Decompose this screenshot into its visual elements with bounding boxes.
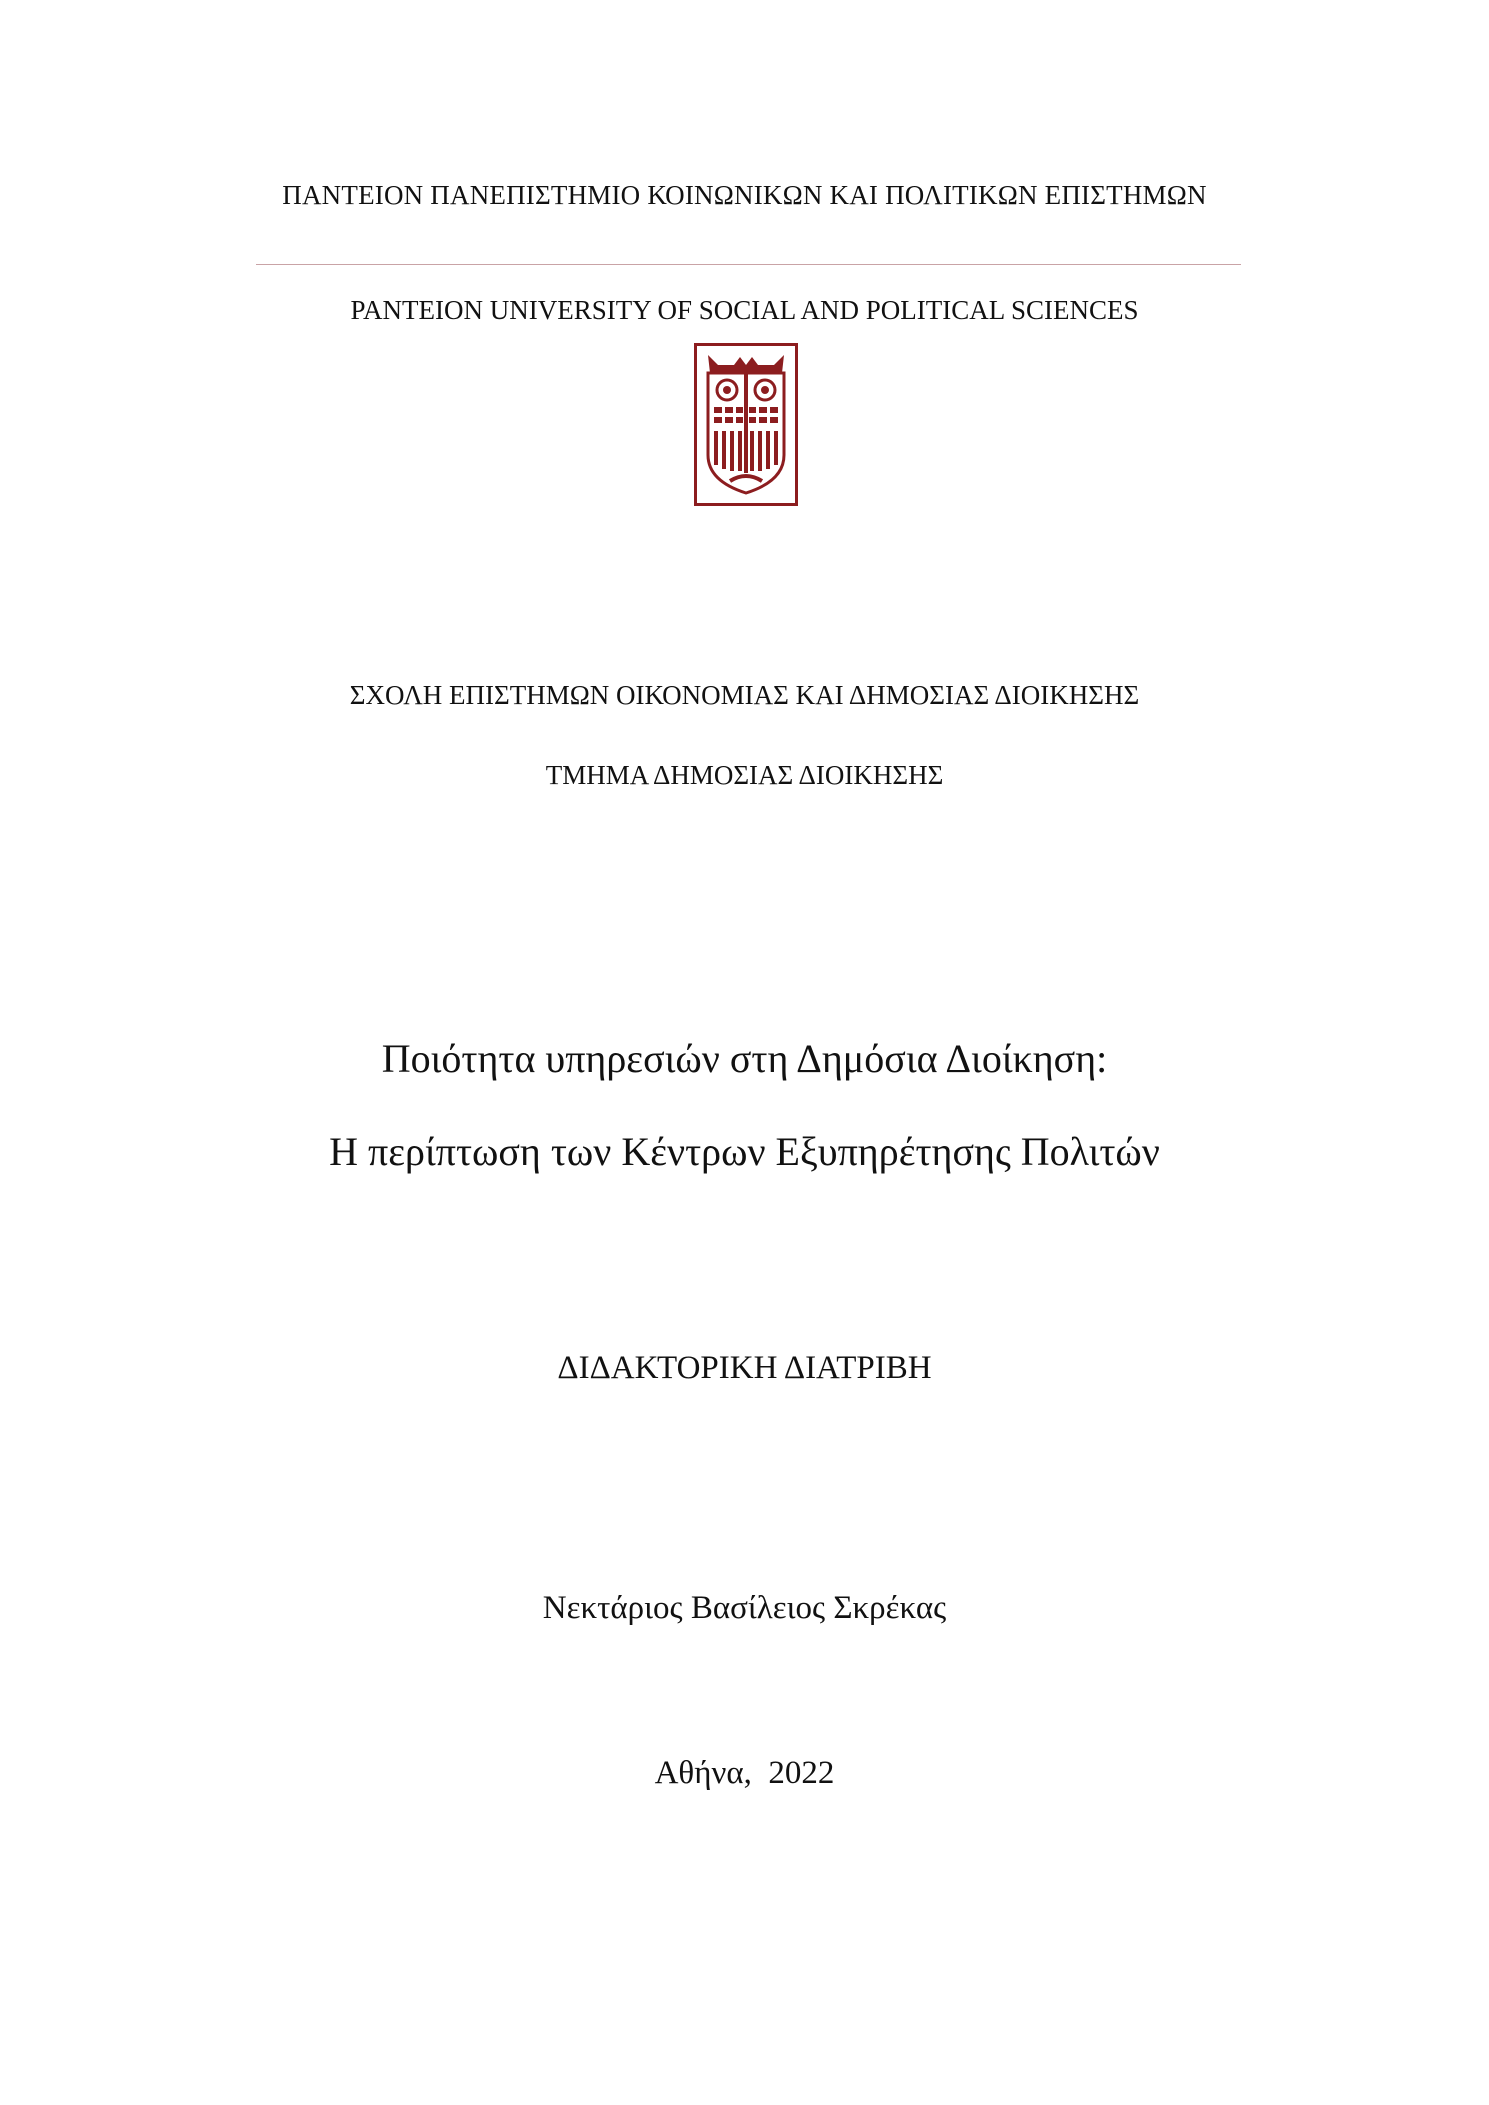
thesis-title-line-1: Ποιότητα υπηρεσιών στη Δημόσια Διοίκηση: — [381, 1036, 1108, 1081]
university-name-greek: ΠΑΝΤΕΙΟΝ ΠΑΝΕΠΙΣΤΗΜΙΟ ΚΟΙΝΩΝΙΚΩΝ ΚΑΙ ΠΟΛΙΤΙΚΩΝ ΕΠΙΣΤΗΜΩΝ — [282, 180, 1207, 210]
university-crest-logo — [694, 343, 798, 506]
place-and-year: Αθήνα, 2022 — [654, 1755, 835, 1791]
header-divider — [256, 264, 1241, 265]
author-name: Νεκτάριος Βασίλειος Σκρέκας — [542, 1590, 947, 1626]
thesis-type: ΔΙΔΑΚΤΟΡΙΚΗ ΔΙΑΤΡΙΒΗ — [557, 1350, 932, 1386]
department-name: ΤΜΗΜΑ ΔΗΜΟΣΙΑΣ ΔΙΟΙΚΗΣΗΣ — [545, 760, 944, 790]
university-name-english: PANTEION UNIVERSITY OF SOCIAL AND POLITICAL SCIENCES — [350, 295, 1139, 325]
school-name: ΣΧΟΛΗ ΕΠΙΣΤΗΜΩΝ ΟΙΚΟΝΟΜΙΑΣ ΚΑΙ ΔΗΜΟΣΙΑΣ ΔΙΟΙΚΗΣΗΣ — [349, 680, 1140, 710]
thesis-title-line-2: Η περίπτωση των Κέντρων Εξυπηρέτησης Πολιτών — [329, 1129, 1160, 1174]
